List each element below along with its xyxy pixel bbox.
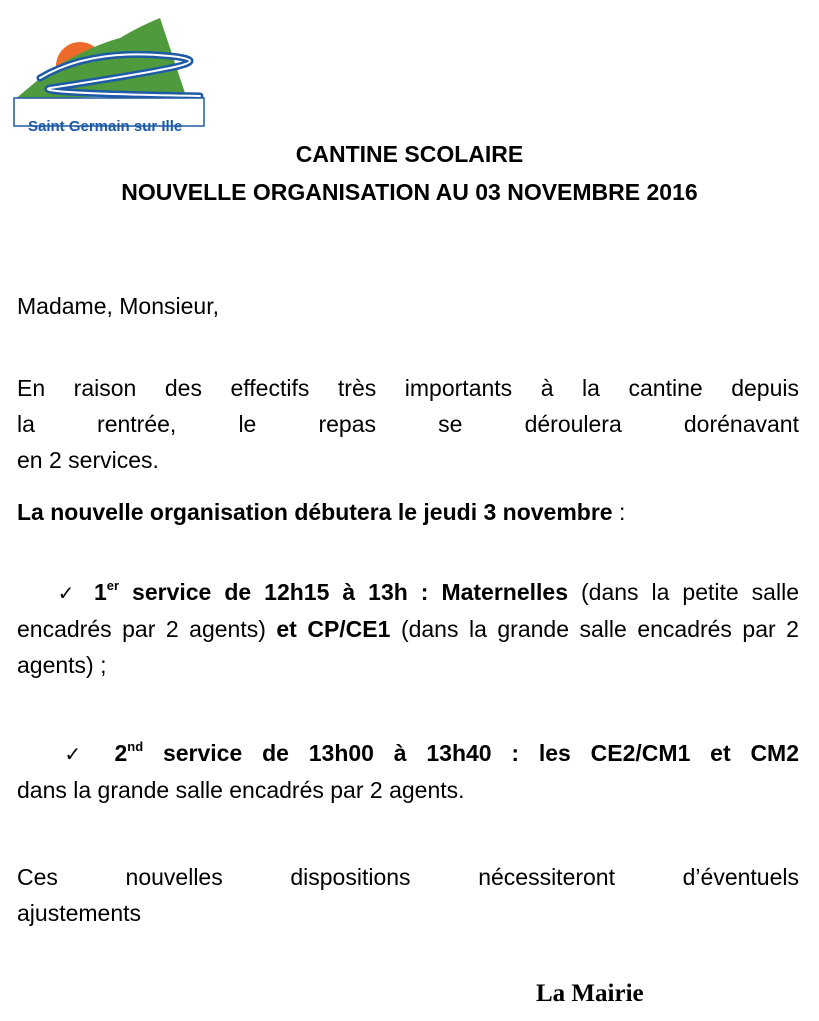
service-1-ordinal: er (106, 578, 120, 593)
page-subtitle: NOUVELLE ORGANISATION AU 03 NOVEMBRE 2016 (121, 179, 698, 205)
checkmark-icon: ✓ (51, 742, 95, 766)
service-1-number: 1 (93, 579, 107, 605)
service-1-label-2: et CP/CE1 (276, 616, 391, 642)
service-1-label: service de 12h15 à 13h : Maternelles (119, 579, 569, 605)
service-1-text: (dans la petite salle encadrés par 2 agents) (17, 579, 799, 642)
service-2-ordinal: nd (127, 739, 144, 754)
intro-paragraph (17, 370, 799, 478)
greeting: Madame, Monsieur, (17, 293, 219, 319)
intro-line-2: la rentrée, le repas se déroulera dorénavant (17, 411, 799, 437)
service-2-heading (17, 735, 799, 772)
start-date-line (17, 494, 799, 530)
service-2-number: 2 (114, 740, 128, 766)
service-1-text-2: (dans la grande salle encadrés par 2 agents) ; (17, 616, 799, 678)
signature: La Mairie (536, 980, 644, 1007)
service-2-item (17, 735, 799, 808)
intro-line-3: en 2 services. (17, 447, 159, 473)
logo-label: Saint Germain sur Ille (28, 118, 183, 135)
intro-line-1: En raison des effectifs très importants à la cantine depuis (17, 375, 799, 401)
closing-line-1: Ces nouvelles dispositions nécessiteront d’éventuels (17, 864, 799, 890)
page-title: CANTINE SCOLAIRE (295, 141, 524, 167)
start-date-colon: : (612, 499, 626, 525)
service-1-item (17, 574, 799, 683)
service-2-label: service de 13h00 à 13h40 : les CE2/CM1 et CM2 (143, 740, 800, 766)
closing-line-2: ajustements (17, 900, 142, 926)
start-date-text: La nouvelle organisation débutera le jeudi 3 novembre (17, 499, 613, 525)
service-2-text: dans la grande salle encadrés par 2 agents. (17, 777, 465, 803)
municipality-logo (10, 18, 210, 143)
closing-paragraph (17, 859, 799, 931)
checkmark-icon: ✓ (51, 581, 81, 605)
